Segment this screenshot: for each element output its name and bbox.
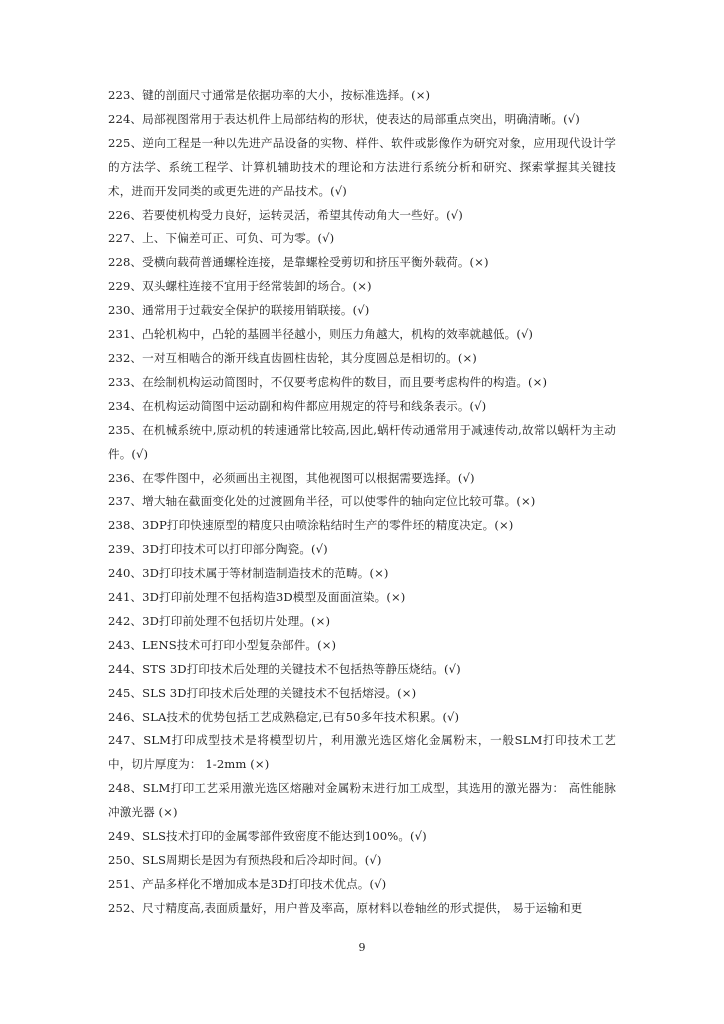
list-item: 226、若要使机构受力良好，运转灵活，希望其传动角大一些好。(√) bbox=[108, 207, 463, 222]
list-item: 248、SLM打印工艺采用激光选区熔融对金属粉末进行加工成型，其选用的激光器为： 高性能脉冲激光器 (×) bbox=[108, 781, 616, 820]
list-item: 231、凸轮机构中，凸轮的基圆半径越小，则压力角越大，机构的效率就越低。(√) bbox=[108, 327, 534, 342]
list-item: 238、3DP打印快速原型的精度只由喷涂粘结时生产的零件坯的精度决定。(×) bbox=[108, 518, 514, 533]
list-item: 247、SLM打印成型技术是将模型切片，利用激光选区熔化金属粉末，一般SLM打印技术工艺中，切片厚度为： 1-2mm (×) bbox=[108, 733, 616, 772]
page-number: 9 bbox=[358, 941, 366, 954]
list-item: 250、SLS周期长是因为有预热段和后冷却时间。(√) bbox=[108, 853, 382, 867]
list-item: 224、局部视图常用于表达机件上局部结构的形状，使表达的局部重点突出，明确清晰。(√) bbox=[108, 111, 580, 126]
list-item: 234、在机构运动简图中运动副和构件都应用规定的符号和线条表示。(√) bbox=[108, 398, 487, 413]
list-item: 244、STS 3D打印技术后处理的关键技术不包括热等静压烧结。(√) bbox=[108, 661, 461, 676]
list-item: 243、LENS技术可打印小型复杂部件。(×) bbox=[108, 637, 337, 652]
list-item: 239、3D打印技术可以打印部分陶瓷。(√) bbox=[108, 542, 328, 557]
list-item: 230、通常用于过载安全保护的联接用销联接。(√) bbox=[108, 303, 370, 318]
list-item: 242、3D打印前处理不包括切片处理。(×) bbox=[108, 613, 331, 628]
list-item: 241、3D打印前处理不包括构造3D模型及面面渲染。(×) bbox=[108, 590, 406, 605]
list-item: 246、SLA技术的优势包括工艺成熟稳定,已有50多年技术积累。(√) bbox=[108, 709, 460, 724]
list-item: 232、一对互相啮合的渐开线直齿圆柱齿轮，其分度圆总是相切的。(×) bbox=[108, 350, 477, 365]
list-item: 249、SLS技术打印的金属零部件致密度不能达到100%。(√) bbox=[108, 829, 427, 844]
list-item: 245、SLS 3D打印技术后处理的关键技术不包括熔浸。(×) bbox=[108, 685, 417, 700]
list-item: 252、尺寸精度高,表面质量好，用户普及率高，原材料以卷轴丝的形式提供， 易于运输和更 bbox=[108, 900, 583, 915]
list-item: 228、受横向载荷普通螺栓连接，是靠螺栓受剪切和挤压平衡外载荷。(×) bbox=[108, 255, 489, 270]
list-item: 227、上、下偏差可正、可负、可为零。(√) bbox=[108, 231, 335, 246]
list-item: 237、增大轴在截面变化处的过渡圆角半径，可以使零件的轴向定位比较可靠。(×) bbox=[108, 494, 536, 509]
list-item: 223、键的剖面尺寸通常是依据功率的大小，按标准选择。(×) bbox=[108, 88, 431, 102]
list-item: 240、3D打印技术属于等材制造制造技术的范畴。(×) bbox=[108, 566, 389, 581]
list-item: 225、逆向工程是一种以先进产品设备的实物、样件、软件或影像作为研究对象，应用现代设计学的方法学、系统工程学、计算机辅助技术的理论和方法进行系统分析和研究、探索掌握其关键技术，进而开发同类的或更先进的产品技术。(√) bbox=[108, 135, 616, 198]
list-item: 235、在机械系统中,原动机的转速通常比较高,因此,蜗杆传动通常用于减速传动,故常以蜗杆为主动件。(√) bbox=[108, 422, 616, 461]
list-item: 251、产品多样化不增加成本是3D打印技术优点。(√) bbox=[108, 876, 387, 891]
list-item: 233、在绘制机构运动简图时，不仅要考虑构件的数目，而且要考虑构件的构造。(×) bbox=[108, 374, 548, 389]
question-list bbox=[108, 84, 616, 921]
list-item: 229、双头螺柱连接不宜用于经常装卸的场合。(×) bbox=[108, 279, 372, 294]
list-item: 236、在零件图中，必须画出主视图，其他视图可以根据需要选择。(√) bbox=[108, 470, 475, 485]
